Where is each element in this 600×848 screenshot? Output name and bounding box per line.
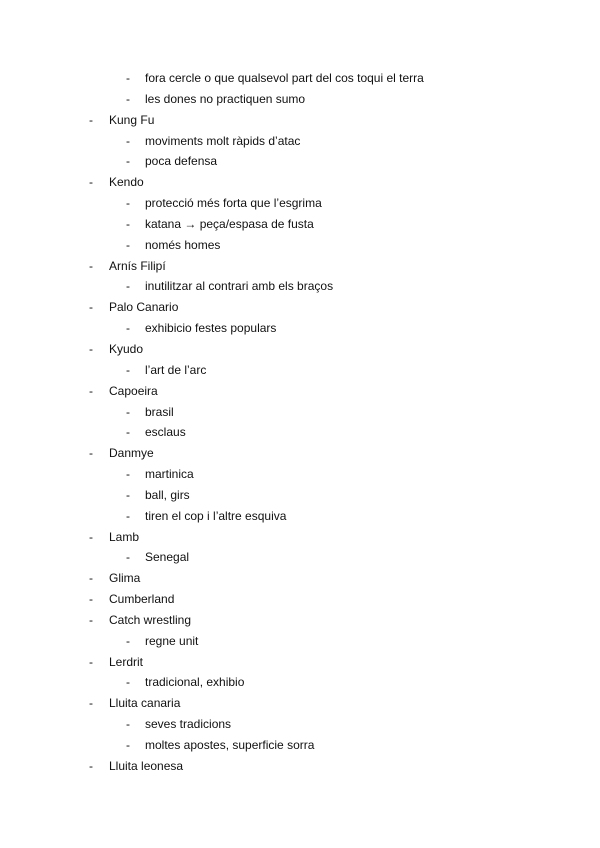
sub-list-item bbox=[0, 68, 600, 89]
sub-list-item-text: poca defensa bbox=[145, 154, 218, 169]
sub-list-item bbox=[0, 714, 600, 735]
sub-list-item bbox=[0, 235, 600, 256]
list-item bbox=[0, 756, 600, 777]
list-item bbox=[0, 652, 600, 673]
sub-list-item-text: martinica bbox=[145, 467, 194, 482]
bullet-dash: - bbox=[89, 300, 93, 315]
sub-list-item bbox=[0, 151, 600, 172]
bullet-dash: - bbox=[126, 91, 130, 106]
bullet-dash: - bbox=[89, 654, 93, 669]
list-item-text: Arnís Filipí bbox=[109, 258, 166, 273]
sub-list-item-text: Senegal bbox=[145, 550, 190, 565]
bullet-dash: - bbox=[126, 508, 130, 523]
sub-list-item-text: l’art de l’arc bbox=[145, 362, 207, 377]
list-item-text: Kung Fu bbox=[109, 112, 155, 127]
list-item-text: Kendo bbox=[109, 175, 144, 190]
sub-list-item bbox=[0, 214, 600, 235]
list-item-text: Glima bbox=[109, 571, 141, 586]
bullet-dash: - bbox=[89, 592, 93, 607]
sub-list-item bbox=[0, 360, 600, 381]
list-item bbox=[0, 172, 600, 193]
sub-list-item bbox=[0, 735, 600, 756]
bullet-dash: - bbox=[126, 633, 130, 648]
bullet-dash: - bbox=[89, 571, 93, 586]
bullet-dash: - bbox=[126, 717, 130, 732]
sub-list-item-text: fora cercle o que qualsevol part del cos toqui el terra bbox=[145, 71, 424, 85]
sub-list-item-text: exhibicio festes populars bbox=[145, 321, 277, 336]
sub-list-item bbox=[0, 422, 600, 443]
list-item bbox=[0, 381, 600, 402]
bullet-dash: - bbox=[126, 133, 130, 148]
list-item bbox=[0, 589, 600, 610]
bullet-dash: - bbox=[89, 383, 93, 398]
bullet-dash: - bbox=[126, 404, 130, 419]
list-item-text: Catch wrestling bbox=[109, 612, 192, 627]
sub-list-item bbox=[0, 402, 600, 423]
sub-list-item-text: seves tradicions bbox=[145, 717, 232, 732]
sub-list-item bbox=[0, 672, 600, 693]
bullet-dash: - bbox=[126, 467, 130, 482]
sub-list-item-text: tradicional, exhibio bbox=[145, 675, 245, 690]
sub-list-item-text: tiren el cop i l’altre esquiva bbox=[145, 508, 287, 523]
list-item-text: Kyudo bbox=[109, 341, 144, 356]
bullet-dash: - bbox=[89, 529, 93, 544]
bullet-dash: - bbox=[126, 738, 130, 752]
sub-list-item bbox=[0, 485, 600, 506]
bullet-dash: - bbox=[126, 71, 130, 85]
list-item bbox=[0, 256, 600, 277]
bullet-dash: - bbox=[89, 446, 93, 461]
bullet-dash: - bbox=[89, 612, 93, 627]
sub-list-item bbox=[0, 547, 600, 568]
bullet-dash: - bbox=[126, 487, 130, 502]
list-item bbox=[0, 693, 600, 714]
list-item-text: Danmye bbox=[109, 446, 154, 461]
sub-list-item-text: moltes apostes, superficie sorra bbox=[145, 738, 315, 752]
bullet-dash: - bbox=[89, 258, 93, 273]
list-item bbox=[0, 527, 600, 548]
list-item bbox=[0, 110, 600, 131]
list-item-text: Palo Canario bbox=[109, 300, 179, 315]
sub-list-item-text: només homes bbox=[145, 237, 221, 252]
sub-list-item-text: brasil bbox=[145, 404, 174, 419]
bullet-dash: - bbox=[126, 279, 130, 294]
bullet-dash: - bbox=[126, 154, 130, 169]
bullet-dash: - bbox=[89, 758, 93, 773]
sub-list-item bbox=[0, 276, 600, 297]
sub-list-item-text: protecció més forta que l’esgrima bbox=[145, 196, 322, 211]
sub-list-item bbox=[0, 131, 600, 152]
list-item-text: Lluita leonesa bbox=[109, 758, 184, 773]
list-item-text: Lamb bbox=[109, 529, 140, 544]
sub-list-item-text: les dones no practiquen sumo bbox=[145, 91, 306, 106]
sub-list-item bbox=[0, 464, 600, 485]
list-item-text: Lerdrit bbox=[109, 654, 144, 669]
list-item bbox=[0, 610, 600, 631]
list-item bbox=[0, 443, 600, 464]
bullet-dash: - bbox=[126, 196, 130, 211]
sub-list-item bbox=[0, 193, 600, 214]
sub-list-item-text: esclaus bbox=[145, 425, 186, 440]
list-item bbox=[0, 339, 600, 360]
document-page bbox=[0, 68, 600, 777]
sub-list-item bbox=[0, 506, 600, 527]
bullet-dash: - bbox=[126, 237, 130, 252]
sub-list-item-text: regne unit bbox=[145, 633, 199, 648]
sub-list-item-text: ball, girs bbox=[145, 487, 190, 502]
list-item bbox=[0, 568, 600, 589]
bullet-dash: - bbox=[126, 425, 130, 440]
list-item bbox=[0, 297, 600, 318]
sub-list-item bbox=[0, 631, 600, 652]
bullet-dash: - bbox=[126, 675, 130, 690]
sub-list-item bbox=[0, 89, 600, 110]
bullet-dash: - bbox=[126, 362, 130, 377]
bullet-dash: - bbox=[126, 550, 130, 565]
sub-list-item-text: moviments molt ràpids d’atac bbox=[145, 133, 301, 148]
bullet-dash: - bbox=[89, 341, 93, 356]
bullet-dash: - bbox=[89, 112, 93, 127]
bullet-dash: - bbox=[126, 216, 130, 231]
bullet-dash: - bbox=[89, 696, 93, 711]
sub-list-item bbox=[0, 318, 600, 339]
bullet-dash: - bbox=[89, 175, 93, 190]
bullet-dash: - bbox=[126, 321, 130, 336]
sub-list-item-text: inutilitzar al contrari amb els braços bbox=[145, 279, 334, 294]
list-item-text: Capoeira bbox=[109, 383, 158, 398]
sub-list-item-text: katana → peça/espasa de fusta bbox=[145, 216, 314, 231]
list-item-text: Cumberland bbox=[109, 592, 175, 607]
list-item-text: Lluita canaria bbox=[109, 696, 181, 711]
